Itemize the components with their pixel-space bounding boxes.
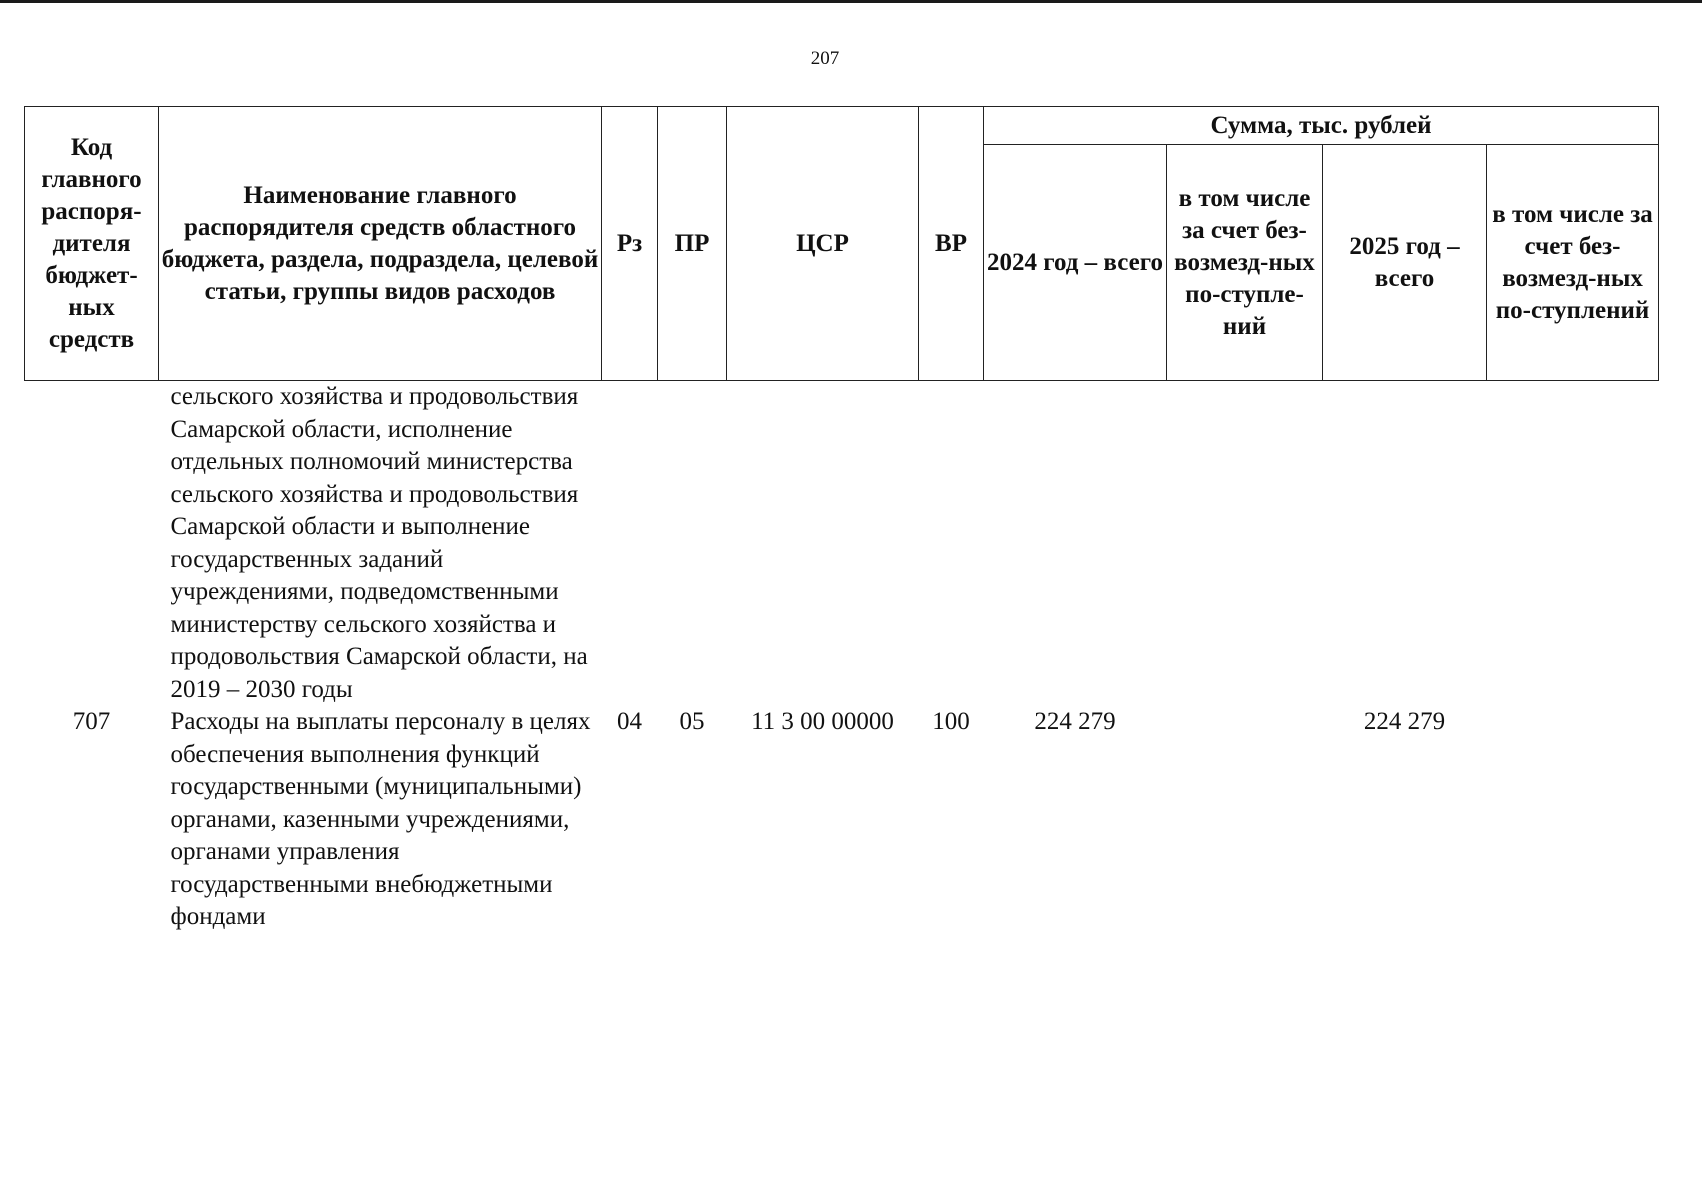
top-rule	[0, 0, 1702, 3]
header-rz: Рз	[602, 107, 658, 381]
cell-pr	[658, 381, 727, 707]
cell-2025-free	[1487, 706, 1659, 934]
cell-2024-free	[1167, 706, 1323, 934]
cell-name: Расходы на выплаты персоналу в целях обеспечения выполнения функций государственными (муниципальными) органами, казенными учреждениями, органами управления государственными внебюджетными фондами	[170, 708, 591, 930]
cell-rz	[602, 381, 658, 707]
header-2025-free: в том числе за счет без-возмезд-ных по-ступлений	[1487, 145, 1659, 381]
table-row	[25, 381, 1659, 707]
header-code: Код главного распоря-дителя бюджет-ных средств	[25, 107, 159, 381]
cell-2025-total	[1323, 381, 1487, 707]
header-2024-total: 2024 год – всего	[984, 145, 1167, 381]
cell-csr	[727, 381, 919, 707]
page-number: 207	[810, 48, 840, 69]
cell-rz: 04	[617, 708, 642, 735]
cell-code	[25, 381, 159, 707]
header-name: Наименование главного распорядителя средств областного бюджета, раздела, подраздела, целевой статьи, группы видов расходов	[159, 107, 602, 381]
cell-2024-free	[1167, 381, 1323, 707]
cell-2025-total: 224 279	[1363, 708, 1446, 735]
cell-code: 707	[72, 708, 111, 735]
cell-vr	[919, 381, 984, 707]
header-csr: ЦСР	[727, 107, 919, 381]
cell-2024-total: 224 279	[1034, 708, 1116, 735]
cell-2024-total	[984, 381, 1167, 707]
budget-table	[24, 106, 1659, 934]
header-sum-group: Сумма, тыс. рублей	[984, 107, 1659, 145]
header-2024-free: в том числе за счет без-возмезд-ных по-ступле-ний	[1167, 145, 1323, 381]
cell-pr: 05	[679, 708, 705, 735]
header-pr: ПР	[658, 107, 727, 381]
header-2025-total: 2025 год – всего	[1323, 145, 1487, 381]
header-vr: ВР	[919, 107, 984, 381]
cell-csr: 11 3 00 00000	[751, 708, 894, 735]
cell-vr: 100	[932, 708, 970, 735]
table-row	[25, 706, 1659, 934]
cell-2025-free	[1487, 381, 1659, 707]
cell-name: сельского хозяйства и продовольствия Самарской области, исполнение отдельных полномочий министерства сельского хозяйства и продовольствия Самарской области и выполнение государственных заданий учреждениями, подведомственными министерству сельского хозяйства и продовольствия Самарской области, на 2019 – 2030 годы	[170, 383, 588, 703]
